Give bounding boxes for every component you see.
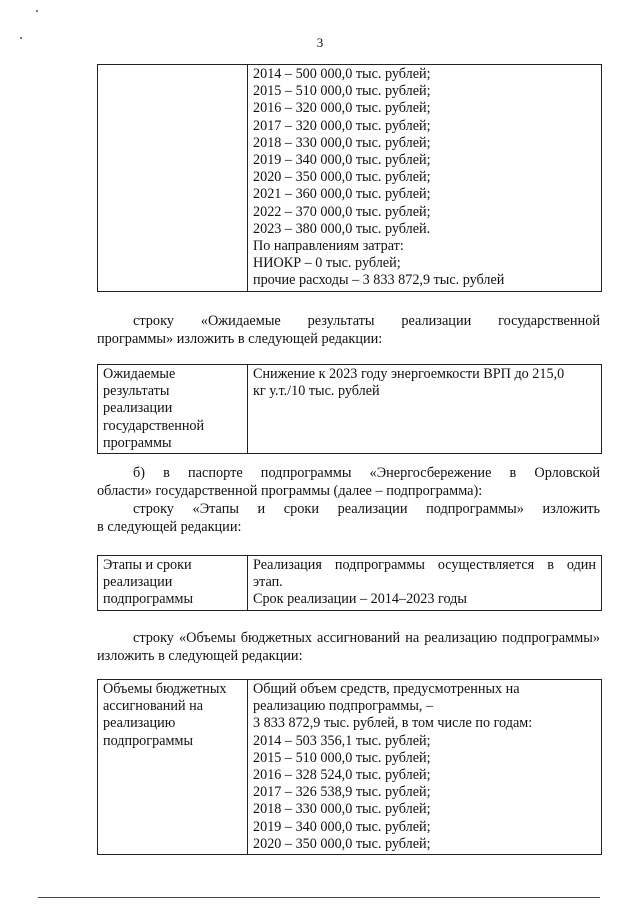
expected-results-table xyxy=(97,364,602,454)
page-bottom-edge xyxy=(38,897,600,898)
paragraph-line: программы» изложить в следующей редакции: xyxy=(97,331,383,347)
funding-line: 2017 – 320 000,0 тыс. рублей; xyxy=(253,117,431,134)
scan-speck xyxy=(36,10,38,12)
table2-left-cell: Ожидаемые результаты реализации государственной программы xyxy=(98,365,248,454)
table1-left-cell xyxy=(98,65,248,292)
paragraph-budget-allocations xyxy=(97,629,600,665)
funding-line: 2019 – 340 000,0 тыс. рублей; xyxy=(253,152,431,169)
table4-right-cell: Общий объем средств, предусмотренных на реализацию подпрограммы, – 3 833 872,9 тыс. рублей, в том числе по годам: 2014 – 503 356,1 тыс. рублей; 2015 – 510 000,0 тыс. рублей; 2016 – 328 524,0 тыс. рублей; 2017 – 326 538,9 тыс. рублей; 2018 – 330 000,0 тыс. рублей; 2019 – 340 000,0 тыс. рублей; 2020 – 350 000,0 тыс. рублей; xyxy=(248,680,602,855)
table3-right-cell: Реализация подпрограммы осуществляется в один этап. Срок реализации – 2014–2023 годы xyxy=(248,556,602,611)
paragraph-line: строку «Ожидаемые результаты реализации государственной xyxy=(133,313,600,329)
table4-left-cell: Объемы бюджетных ассигнований на реализацию подпрограммы xyxy=(98,680,248,855)
budget-allocations-table xyxy=(97,679,602,855)
funding-line: 2018 – 330 000,0 тыс. рублей; xyxy=(253,134,431,151)
funding-line: 2014 – 500 000,0 тыс. рублей; xyxy=(253,66,431,82)
funding-line: 2022 – 370 000,0 тыс. рублей; xyxy=(253,203,431,220)
page-number: 3 xyxy=(316,35,324,50)
paragraph-line: изложить в следующей редакции: xyxy=(97,648,303,664)
funding-line: 2021 – 360 000,0 тыс. рублей; xyxy=(253,186,431,203)
paragraph-line: строку «Этапы и сроки реализации подпрограммы» изложить xyxy=(133,501,600,517)
paragraph-subprogram-passport xyxy=(97,464,600,536)
funding-line: 2016 – 320 000,0 тыс. рублей; xyxy=(253,100,431,117)
table3-left-cell: Этапы и сроки реализации подпрограммы xyxy=(98,556,248,611)
funding-table-continuation xyxy=(97,64,602,292)
funding-line: 2020 – 350 000,0 тыс. рублей; xyxy=(253,169,431,186)
paragraph-line: области» государственной программы (далее – подпрограмма): xyxy=(97,483,483,499)
table2-right-cell: Снижение к 2023 году энергоемкости ВРП до 215,0 кг у.т./10 тыс. рублей xyxy=(248,365,602,454)
funding-line: НИОКР – 0 тыс. рублей; xyxy=(253,255,401,272)
funding-line: прочие расходы – 3 833 872,9 тыс. рублей xyxy=(253,272,505,289)
funding-line: 2015 – 510 000,0 тыс. рублей; xyxy=(253,83,431,100)
paragraph-line: строку «Объемы бюджетных ассигнований на реализацию подпрограммы» xyxy=(133,630,600,646)
paragraph-line: б) в паспорте подпрограммы «Энергосбережение в Орловской xyxy=(133,465,600,481)
table1-right-cell xyxy=(248,65,602,292)
paragraph-line: в следующей редакции: xyxy=(97,519,242,535)
funding-line: 2023 – 380 000,0 тыс. рублей. xyxy=(253,220,431,237)
paragraph-expected-results xyxy=(97,312,600,348)
stages-table xyxy=(97,555,602,611)
funding-line: По направлениям затрат: xyxy=(253,238,404,255)
